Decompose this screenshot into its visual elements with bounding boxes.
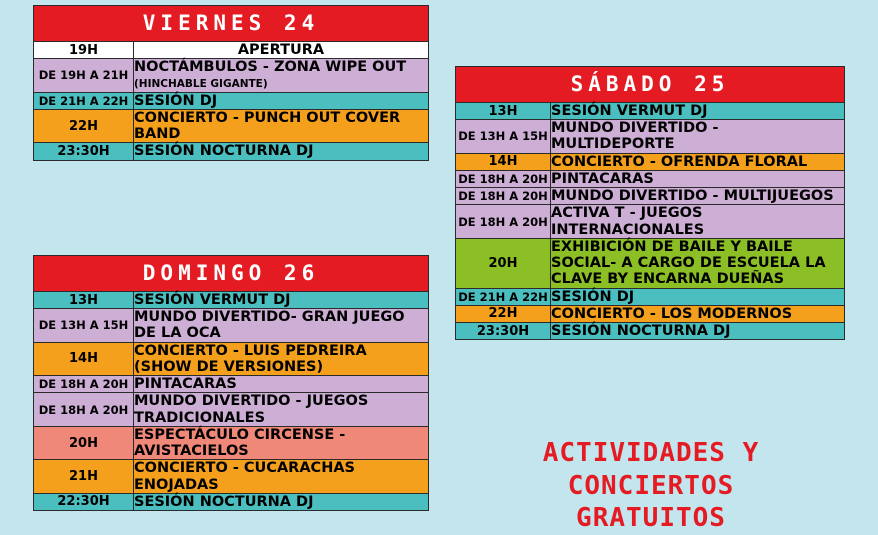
- table-row: [34, 460, 429, 493]
- event-description: MUNDO DIVERTIDO - MULTIJUEGOS: [551, 188, 845, 205]
- table-row: [456, 120, 845, 153]
- schedule-title: SÁBADO 25: [456, 67, 845, 103]
- event-time: 14H: [34, 342, 134, 375]
- schedule-table-sabado: [455, 66, 845, 340]
- schedule-body: [456, 67, 845, 340]
- footer-line-2: GRATUITOS: [576, 503, 726, 533]
- table-row: [456, 170, 845, 187]
- table-row: [34, 493, 429, 510]
- event-time: 22:30H: [34, 493, 134, 510]
- event-description: ESPECTÁCULO CIRCENSE - AVISTACIELOS: [134, 426, 429, 459]
- event-time: DE 18H A 20H: [456, 188, 551, 205]
- event-description: SESIÓN VERMUT DJ: [551, 103, 845, 120]
- event-time: 22H: [456, 305, 551, 322]
- event-time: DE 18H A 20H: [34, 393, 134, 426]
- event-description: SESIÓN NOCTURNA DJ: [551, 323, 845, 340]
- event-description: PINTACARAS: [551, 170, 845, 187]
- schedule-body: [34, 6, 429, 161]
- schedule-body: [34, 256, 429, 511]
- event-time: DE 13H A 15H: [34, 309, 134, 342]
- table-row: [34, 393, 429, 426]
- table-row: [456, 153, 845, 170]
- event-description: CONCIERTO - OFRENDA FLORAL: [551, 153, 845, 170]
- event-description: PINTACARAS: [134, 376, 429, 393]
- event-time: 13H: [456, 103, 551, 120]
- event-time: 20H: [34, 426, 134, 459]
- event-description: APERTURA: [134, 42, 429, 59]
- table-row: [34, 376, 429, 393]
- event-time: DE 18H A 20H: [456, 205, 551, 238]
- schedule-header-row: [456, 67, 845, 103]
- event-time: DE 21H A 22H: [34, 92, 134, 109]
- event-time: DE 13H A 15H: [456, 120, 551, 153]
- table-row: [456, 103, 845, 120]
- event-description: EXHIBICIÓN DE BAILE Y BAILE SOCIAL- A CARGO DE ESCUELA LA CLAVE BY ENCARNA DUEÑAS: [551, 238, 845, 288]
- table-row: [34, 143, 429, 160]
- table-row: [34, 59, 429, 92]
- table-row: [34, 426, 429, 459]
- event-description: SESIÓN NOCTURNA DJ: [134, 143, 429, 160]
- event-description: SESIÓN DJ: [134, 92, 429, 109]
- event-description: CONCIERTO - LOS MODERNOS: [551, 305, 845, 322]
- event-time: 21H: [34, 460, 134, 493]
- event-time: 20H: [456, 238, 551, 288]
- event-time: 23:30H: [456, 323, 551, 340]
- schedule-title: DOMINGO 26: [34, 256, 429, 292]
- schedule-table-viernes: [33, 5, 429, 161]
- event-description: SESIÓN VERMUT DJ: [134, 292, 429, 309]
- event-time: 19H: [34, 42, 134, 59]
- table-row: [34, 342, 429, 375]
- table-row: [34, 92, 429, 109]
- event-description: CONCIERTO - PUNCH OUT COVER BAND: [134, 109, 429, 142]
- event-time: 22H: [34, 109, 134, 142]
- event-description: SESIÓN NOCTURNA DJ: [134, 493, 429, 510]
- event-time: DE 19H A 21H: [34, 59, 134, 92]
- event-time: DE 21H A 22H: [456, 288, 551, 305]
- table-row: [456, 323, 845, 340]
- event-description: MUNDO DIVERTIDO - JUEGOS TRADICIONALES: [134, 393, 429, 426]
- table-row: [34, 42, 429, 59]
- event-description: CONCIERTO - CUCARACHAS ENOJADAS: [134, 460, 429, 493]
- event-description: MUNDO DIVERTIDO - MULTIDEPORTE: [551, 120, 845, 153]
- event-time: DE 18H A 20H: [34, 376, 134, 393]
- table-row: [456, 305, 845, 322]
- event-time: 14H: [456, 153, 551, 170]
- event-description: NOCTÁMBULOS - ZONA WIPE OUT (HINCHABLE GIGANTE): [134, 59, 429, 92]
- schedule-table-domingo: [33, 255, 429, 511]
- table-row: [456, 188, 845, 205]
- table-row: [34, 109, 429, 142]
- event-description: ACTIVA T - JUEGOS INTERNACIONALES: [551, 205, 845, 238]
- footer-note: [455, 437, 847, 535]
- footer-line-1: ACTIVIDADES Y CONCIERTOS: [542, 438, 760, 501]
- table-row: [456, 205, 845, 238]
- event-time: DE 18H A 20H: [456, 170, 551, 187]
- event-description: SESIÓN DJ: [551, 288, 845, 305]
- schedule-title: VIERNES 24: [34, 6, 429, 42]
- event-description: CONCIERTO - LUIS PEDREIRA (SHOW DE VERSIONES): [134, 342, 429, 375]
- event-time: 13H: [34, 292, 134, 309]
- event-time: 23:30H: [34, 143, 134, 160]
- schedule-header-row: [34, 6, 429, 42]
- table-row: [456, 238, 845, 288]
- schedule-header-row: [34, 256, 429, 292]
- table-row: [34, 292, 429, 309]
- event-description: MUNDO DIVERTIDO- GRAN JUEGO DE LA OCA: [134, 309, 429, 342]
- table-row: [456, 288, 845, 305]
- event-description-note: (HINCHABLE GIGANTE): [134, 78, 268, 91]
- table-row: [34, 309, 429, 342]
